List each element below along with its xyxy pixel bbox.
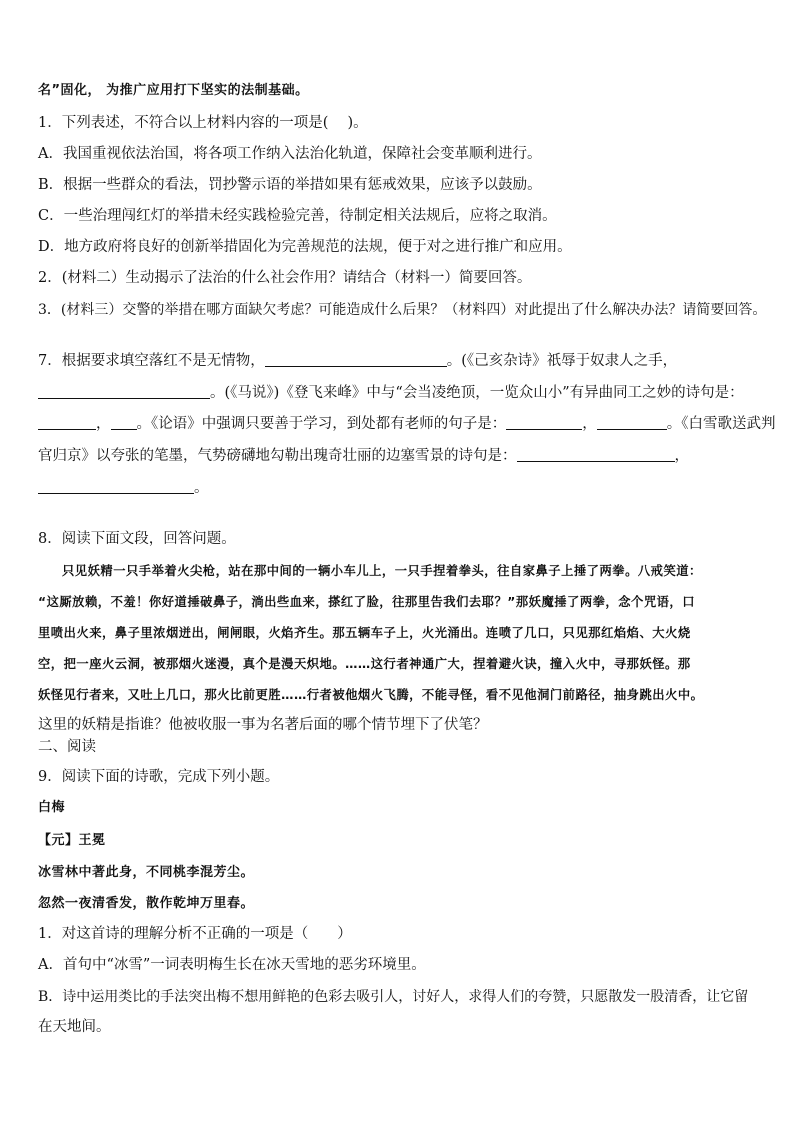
answer-blank[interactable] xyxy=(517,447,675,462)
answer-blank[interactable] xyxy=(597,415,667,430)
question-7-line-3 xyxy=(38,415,776,433)
question-7-line-1 xyxy=(38,352,764,370)
header-fragment: 名”固化， 为推广应用打下坚实的法制基础。 xyxy=(38,83,309,98)
q7-comma: ， xyxy=(582,416,597,432)
q7-source-5: 官归京》以夸张的笔墨，气势磅礴地勾勒出瑰奇壮丽的边塞雪景的诗句是： xyxy=(38,448,517,464)
answer-blank[interactable] xyxy=(265,352,447,367)
poem-line: 忽然一夜清香发，散作乾坤万里春。 xyxy=(38,896,255,911)
question-8-title: 8．阅读下面文段，回答问题。 xyxy=(38,531,236,547)
poem-title: 白梅 xyxy=(38,800,66,815)
passage-line: 空，把一座火云洞，被那烟火迷漫，真个是漫天炽地。……这行者神通广大，捏着避火诀，撞入火中，寻那妖怪。那 xyxy=(38,657,691,671)
question-7-line-2 xyxy=(38,384,764,402)
q7-source-3: 。《论语》中强调只要善于学习，到处都有老师的句子是： xyxy=(136,416,507,432)
question-7-line-4 xyxy=(38,447,764,465)
option-d: D．地方政府将良好的创新举措固化为完善规范的法规，便于对之进行推广和应用。 xyxy=(38,239,572,255)
option-b: B．诗中运用类比的手法突出梅不想用鲜艳的色彩去吸引人，讨好人，求得人们的夸赞，只愿散发一股清香，让它留 xyxy=(38,989,749,1005)
question-7-line-5 xyxy=(38,479,764,497)
q7-prompt: 7．根据要求填空落红不是无情物， xyxy=(38,353,265,369)
section-heading: 二、阅读 xyxy=(38,739,96,755)
poem-line: 冰雪林中著此身，不同桃李混芳尘。 xyxy=(38,865,255,880)
question-1: 1．下列表述，不符合以上材料内容的一项是( )。 xyxy=(38,115,368,131)
sub-question-1: 1．对这首诗的理解分析不正确的一项是（ ） xyxy=(38,926,352,942)
option-b-continued: 在天地间。 xyxy=(38,1019,111,1035)
question-8-question: 这里的妖精是指谁？他被收服一事为名著后面的哪个情节埋下了伏笔？ xyxy=(38,717,488,733)
q7-period: 。 xyxy=(194,480,209,496)
answer-blank[interactable] xyxy=(38,479,194,494)
question-9-title: 9．阅读下面的诗歌，完成下列小题。 xyxy=(38,769,280,785)
option-a: A．我国重视依法治国，将各项工作纳入法治化轨道，保障社会变革顺利进行。 xyxy=(38,146,542,162)
answer-blank[interactable] xyxy=(111,415,137,430)
passage-line: 只见妖精一只手举着火尖枪，站在那中间的一辆小车儿上，一只手捏着拳头，往自家鼻子上捶了两拳。八戒笑道： xyxy=(62,564,702,578)
option-b: B．根据一些群众的看法，罚抄警示语的举措如果有惩戒效果，应该予以鼓励。 xyxy=(38,177,542,193)
passage-line: 里喷出火来，鼻子里浓烟迸出，闸闸眼，火焰齐生。那五辆车子上，火光涌出。连喷了几口，只见那红焰焰、大火烧 xyxy=(38,626,691,640)
answer-blank[interactable] xyxy=(38,415,96,430)
question-3: 3．(材料三）交警的举措在哪方面缺欠考虑？可能造成什么后果？（材料四）对此提出了什么解决办法？请简要回答。 xyxy=(38,302,767,318)
q7-source-1: 。(《己亥杂诗》祇辱于奴隶人之手， xyxy=(446,353,678,369)
answer-blank[interactable] xyxy=(38,384,210,399)
question-2: 2．(材料二）生动揭示了法治的什么社会作用？请结合（材料一）简要回答。 xyxy=(38,270,532,286)
option-a: A．首句中“冰雪”一词表明梅生长在冰天雪地的恶劣环境里。 xyxy=(38,957,426,973)
q7-comma: ， xyxy=(674,448,689,464)
option-c: C．一些治理闯红灯的举措未经实践检验完善，待制定相关法规后，应将之取消。 xyxy=(38,208,557,224)
passage-line: “这厮放赖，不羞！你好道捶破鼻子，淌出些血来，搽红了脸，往那里告我们去耶？”那妖魔捶了两拳，念个咒语，口 xyxy=(38,595,696,609)
q7-source-4: 。《白雪歌送武判 xyxy=(666,416,776,432)
poem-author: 【元】王冕 xyxy=(38,833,106,848)
passage-line: 妖怪见行者来，又吐上几口，那火比前更胜……行者被他烟火飞腾，不能寻怪，看不见他洞门前路径，抽身跳出火中。 xyxy=(38,688,704,702)
q7-comma: ， xyxy=(96,416,111,432)
q7-source-2: 。(《马说》)《登飞来峰》中与“会当凌绝顶，一览众山小”有异曲同工之妙的诗句是： xyxy=(210,385,744,401)
answer-blank[interactable] xyxy=(506,415,582,430)
